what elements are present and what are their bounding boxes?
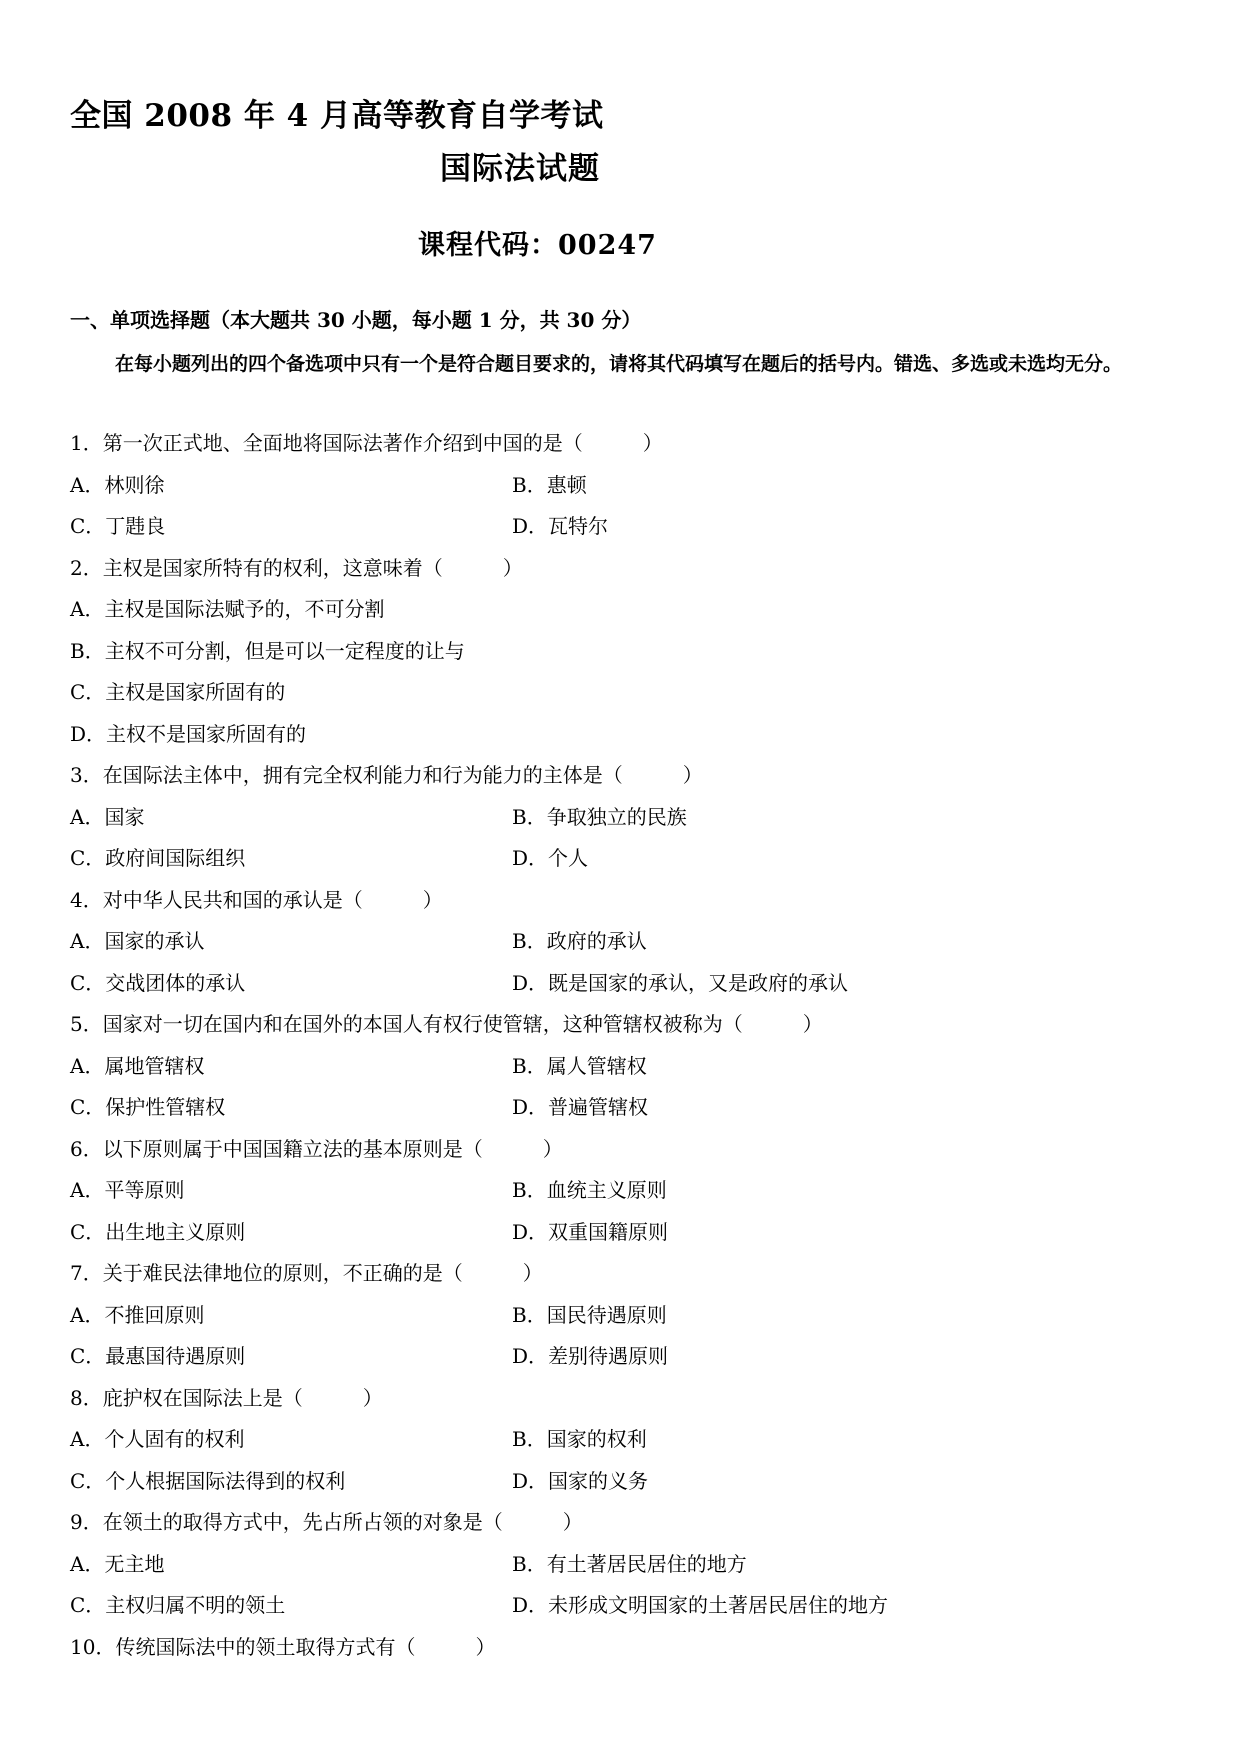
question-stem-text: 5．国家对一切在国内和在国外的本国人有权行使管辖，这种管辖权被称为（ ）	[70, 1012, 823, 1036]
option-row	[70, 1046, 1180, 1088]
option-row	[70, 921, 1180, 963]
option-row	[70, 589, 1180, 631]
option-b: B．国家的权利	[512, 1427, 647, 1451]
option-row	[70, 672, 1180, 714]
question-stem-text: 1．第一次正式地、全面地将国际法著作介绍到中国的是（ ）	[70, 431, 663, 455]
option-a: A．属地管辖权	[70, 1053, 205, 1078]
question-stem-text: 2．主权是国家所特有的权利，这意味着（ ）	[70, 555, 523, 580]
option-a: A．不推回原则	[70, 1302, 205, 1327]
option-row	[70, 1170, 1180, 1212]
question-stem-text: 3．在国际法主体中，拥有完全权利能力和行为能力的主体是（ ）	[70, 763, 703, 787]
option-row	[70, 506, 1180, 548]
option-c: C．丁韪良	[70, 514, 166, 538]
question-list	[70, 423, 1180, 1668]
option-b: B．属人管辖权	[512, 1053, 647, 1078]
option-d: D．瓦特尔	[512, 514, 609, 538]
option-c: C．主权归属不明的领土	[70, 1593, 286, 1617]
question-stem	[70, 1627, 1180, 1669]
option-a: A．主权是国际法赋予的，不可分割	[70, 597, 385, 621]
option-b: B．血统主义原则	[512, 1178, 667, 1202]
option-row	[70, 714, 1180, 756]
subject-title: 国际法试题	[440, 151, 600, 187]
question-stem	[70, 1502, 1180, 1544]
option-c: C．交战团体的承认	[70, 970, 246, 995]
question-stem	[70, 1004, 1180, 1046]
question-stem	[70, 548, 1180, 590]
question-stem	[70, 423, 1180, 465]
option-d: D．个人	[512, 846, 589, 870]
option-d: D．国家的义务	[512, 1468, 649, 1493]
option-row	[70, 1461, 1180, 1503]
option-c: C．主权是国家所固有的	[70, 680, 286, 704]
option-b: B．争取独立的民族	[512, 804, 687, 829]
section-instruction: 在每小题列出的四个备选项中只有一个是符合题目要求的，请将其代码填写在题后的括号内。错选、多选或未选均无分。	[115, 353, 1123, 375]
option-d: D．普遍管辖权	[512, 1095, 649, 1119]
option-c: C．个人根据国际法得到的权利	[70, 1468, 346, 1493]
option-b: B．主权不可分割，但是可以一定程度的让与	[70, 638, 465, 663]
option-c: C．政府间国际组织	[70, 846, 246, 870]
option-row	[70, 1544, 1180, 1586]
option-d: D．既是国家的承认，又是政府的承认	[512, 970, 849, 995]
option-row	[70, 465, 1180, 507]
question-stem-text: 9．在领土的取得方式中，先占所占领的对象是（ ）	[70, 1510, 583, 1534]
option-a: A．无主地	[70, 1551, 165, 1576]
question-stem	[70, 755, 1180, 797]
option-a: A．林则徐	[70, 472, 165, 497]
option-d: D．差别待遇原则	[512, 1344, 669, 1368]
option-b: B．有土著居民居住的地方	[512, 1551, 747, 1576]
option-c: C．出生地主义原则	[70, 1219, 246, 1244]
option-row	[70, 838, 1180, 880]
option-row	[70, 1585, 1180, 1627]
option-row	[70, 963, 1180, 1005]
question-stem-text: 10．传统国际法中的领土取得方式有（ ）	[70, 1634, 496, 1659]
question-stem	[70, 1129, 1180, 1171]
option-d: D．双重国籍原则	[512, 1219, 669, 1244]
option-b: B．惠顿	[512, 472, 587, 497]
exam-title: 全国 2008 年 4 月高等教育自学考试	[70, 98, 604, 134]
option-row	[70, 1212, 1180, 1254]
section-heading: 一、单项选择题（本大题共 30 小题，每小题 1 分，共 30 分）	[70, 308, 642, 332]
question-stem	[70, 1253, 1180, 1295]
option-row	[70, 1087, 1180, 1129]
question-stem	[70, 1378, 1180, 1420]
option-c: C．最惠国待遇原则	[70, 1344, 246, 1368]
option-row	[70, 1295, 1180, 1337]
option-row	[70, 1336, 1180, 1378]
option-d: D．主权不是国家所固有的	[70, 721, 307, 746]
option-row	[70, 631, 1180, 673]
question-stem-text: 6．以下原则属于中国国籍立法的基本原则是（ ）	[70, 1136, 563, 1161]
option-a: A．个人固有的权利	[70, 1427, 245, 1451]
option-row	[70, 1419, 1180, 1461]
option-d: D．未形成文明国家的土著居民居住的地方	[512, 1593, 889, 1617]
option-b: B．政府的承认	[512, 929, 647, 953]
question-stem	[70, 880, 1180, 922]
question-stem-text: 7．关于难民法律地位的原则，不正确的是（ ）	[70, 1261, 543, 1285]
option-a: A．平等原则	[70, 1178, 185, 1202]
option-a: A．国家	[70, 804, 145, 829]
option-row	[70, 797, 1180, 839]
option-b: B．国民待遇原则	[512, 1302, 667, 1327]
course-code: 课程代码：00247	[418, 230, 657, 261]
question-stem-text: 8．庇护权在国际法上是（ ）	[70, 1385, 383, 1410]
option-c: C．保护性管辖权	[70, 1095, 226, 1119]
question-stem-text: 4．对中华人民共和国的承认是（ ）	[70, 887, 443, 912]
option-a: A．国家的承认	[70, 929, 205, 953]
